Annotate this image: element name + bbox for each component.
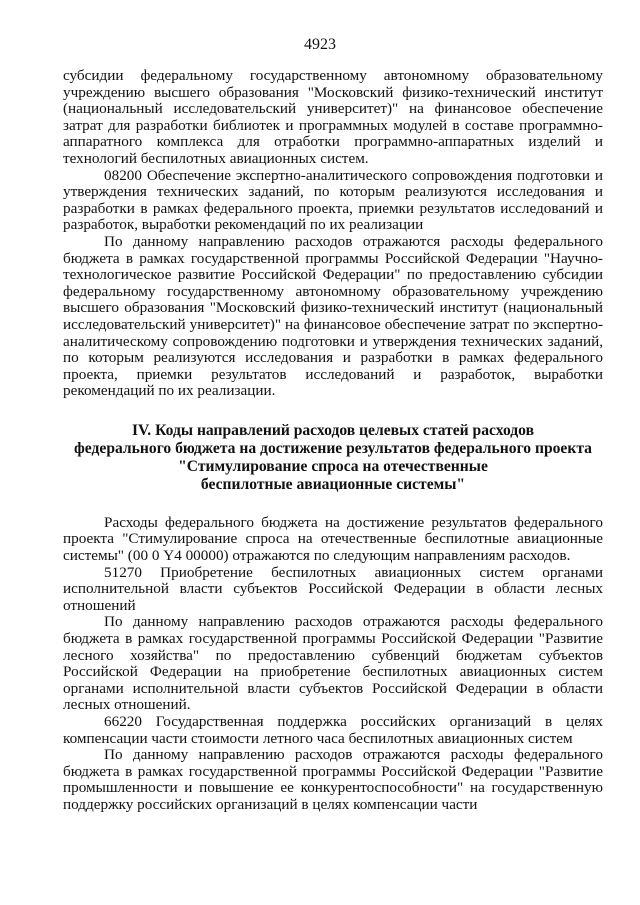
paragraph-08200-description: По данному направлению расходов отражаются расходы федерального бюджета в рамках государственной программы Российской Федерации "Научно-технологическое развитие Российской Федерации" по предоставлению субсидии федеральному государственному автономному образовательному учреждению высшего образования "Московский физико-технический институт (национальный исследовательский университет)" на финансовое обеспечение затрат по экспертно-аналитическому сопровождению подготовки и утверждения технических заданий, по которым реализуются исследования и разработки в рамках федерального проекта, приемки результатов исследований и разработок, выработки рекомендаций по их реализации. <box>63 232 603 400</box>
section-heading-line-4: беспилотные авиационные системы" <box>200 475 466 493</box>
paragraph-code-08200: 08200 Обеспечение экспертно-аналитического сопровождения подготовки и утверждения технических заданий, по которым реализуются исследования и разработки в рамках федерального проекта, приемки результатов исследований и разработок, выработки рекомендаций по их реализации <box>63 166 603 234</box>
section-heading-line-3: "Стимулирование спроса на отечественные <box>178 457 488 475</box>
paragraph-66220-description: По данному направлению расходов отражаются расходы федерального бюджета в рамках государственной программы Российской Федерации "Развитие промышленности и повышение ее конкурентоспособности" на государственную поддержку российских организаций в целях компенсации части <box>63 746 603 813</box>
paragraph-51270-description: По данному направлению расходов отражаются расходы федерального бюджета в рамках государственной программы Российской Федерации "Развитие лесного хозяйства" по предоставлению субвенций бюджетам субъектов Российской Федерации на приобретение беспилотных авиационных систем органами исполнительной власти субъектов Российской Федерации в области лесных отношений. <box>63 613 603 714</box>
section-heading <box>63 422 603 494</box>
section-heading-line-2: федерального бюджета на достижение результатов федерального проекта <box>74 439 592 457</box>
paragraph-continuation: субсидии федеральному государственному автономному образовательному учреждению высшего образования "Московский физико-технический институт (национальный исследовательский университет)" на финансовое обеспечение затрат для разработки библиотек и программных модулей в составе программно-аппаратного комплекса для отработки программно-аппаратных изделий и технологий беспилотных авиационных систем. <box>63 67 603 167</box>
section-heading-line-1: IV. Коды направлений расходов целевых статей расходов <box>131 421 535 439</box>
paragraph-code-66220: 66220 Государственная поддержка российских организаций в целях компенсации части стоимости летного часа беспилотных авиационных систем <box>63 713 603 747</box>
document-body <box>63 68 603 814</box>
page-number: 4923 <box>304 36 336 53</box>
paragraph-section-intro: Расходы федерального бюджета на достижение результатов федерального проекта "Стимулирование спроса на отечественные беспилотные авиационные системы" (00 0 Y4 00000) отражаются по следующим направлениям расходов. <box>63 513 603 565</box>
paragraph-code-51270: 51270 Приобретение беспилотных авиационных систем органами исполнительной власти субъектов Российской Федерации в области лесных отношений <box>63 563 603 614</box>
